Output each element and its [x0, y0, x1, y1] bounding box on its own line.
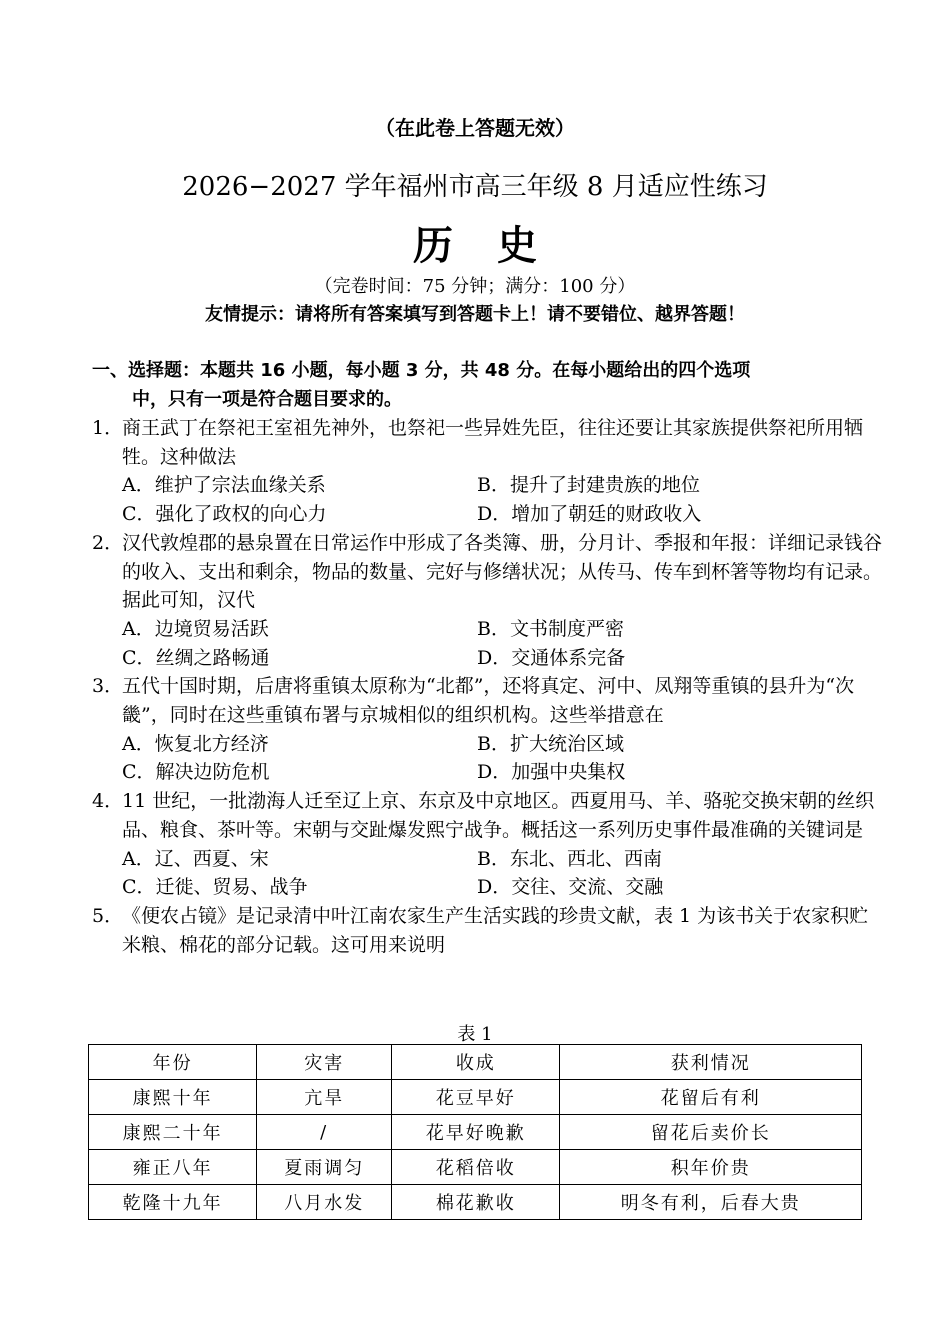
options [122, 615, 882, 672]
question-number: 1． [92, 417, 124, 439]
option-a: A．恢复北方经济 [122, 732, 269, 755]
option-b: B．东北、西北、西南 [477, 847, 662, 870]
option-a: A．维护了宗法血缘关系 [122, 474, 326, 497]
answer-tip: 友情提示：请将所有答案填写到答题卡上！请不要错位、越界答题！ [205, 304, 745, 325]
table-cell: 亢旱 [257, 1080, 392, 1115]
option-b: B．扩大统治区域 [477, 732, 624, 755]
data-table [88, 1044, 862, 1220]
table-cell: 积年价贵 [560, 1150, 862, 1185]
table-cell: 康熙十年 [89, 1080, 257, 1115]
table-cell: 乾隆十九年 [89, 1185, 257, 1220]
question-2 [92, 529, 882, 673]
question-number: 2． [92, 531, 124, 554]
option-c: C．丝绸之路畅通 [122, 646, 270, 669]
option-c: C．迁徙、贸易、战争 [122, 876, 308, 899]
question-1 [92, 414, 882, 529]
question-3 [92, 672, 882, 787]
table-cell: 雍正八年 [89, 1150, 257, 1185]
option-d: D．交通体系完备 [477, 646, 626, 669]
question-stem: 五代十国时期，后唐将重镇太原称为“北都”，还将真定、河中、凤翔等重镇的县升为“次畿”，同时在这些重镇布署与京城相似的组织机构。这些举措意在 [122, 675, 855, 727]
section-heading [92, 356, 872, 414]
subject-title: 历史 [413, 223, 581, 269]
question-5 [92, 902, 882, 959]
table-cell: 棉花歉收 [392, 1185, 560, 1220]
column-header: 灾害 [257, 1045, 392, 1080]
column-header: 年份 [89, 1045, 257, 1080]
option-c: C．强化了政权的向心力 [122, 503, 327, 526]
table-cell: 康熙二十年 [89, 1115, 257, 1150]
option-b: B．提升了封建贵族的地位 [477, 474, 700, 497]
column-header: 收成 [392, 1045, 560, 1080]
question-stem: 《便农占镜》是记录清中叶江南农家生产生活实践的珍贵文献，表 1 为该书关于农家积贮米粮、棉花的部分记载。这可用来说明 [122, 904, 869, 956]
question-stem: 商王武丁在祭祀王室祖先神外，也祭祀一些异姓先臣，往往还要让其家族提供祭祀所用牺牲。这种做法 [122, 417, 864, 468]
question-stem: 11 世纪，一批渤海人迁至辽上京、东京及中京地区。西夏用马、羊、骆驼交换宋朝的丝织品、粮食、茶叶等。宋朝与交趾爆发熙宁战争。概括这一系列历史事件最准确的关键词是 [122, 790, 875, 841]
option-d: D．增加了朝廷的财政收入 [477, 503, 702, 526]
table-cell: 八月水发 [257, 1185, 392, 1220]
table-cell: 花留后有利 [560, 1080, 862, 1115]
option-d: D．交往、交流、交融 [477, 876, 664, 899]
section-heading-line2: 中，只有一项是符合题目要求的。 [132, 389, 402, 410]
question-number: 3． [92, 675, 124, 698]
option-d: D．加强中央集权 [477, 761, 626, 784]
option-b: B．文书制度严密 [477, 617, 624, 640]
question-number: 4． [92, 790, 124, 813]
option-a: A．边境贸易活跃 [122, 617, 269, 640]
table-cell: 花豆早好 [392, 1080, 560, 1115]
exam-notice: （在此卷上答题无效） [375, 116, 575, 140]
column-header: 获利情况 [560, 1045, 862, 1080]
options [122, 845, 882, 902]
table-cell: 明冬有利，后春大贵 [560, 1185, 862, 1220]
question-4 [92, 787, 882, 902]
question-stem: 汉代敦煌郡的悬泉置在日常运作中形成了各类簿、册，分月计、季报和年报：详细记录钱谷的收入、支出和剩余，物品的数量、完好与修缮状况；从传马、传车到杯箸等物均有记录。据此可知，汉代 [122, 531, 883, 612]
table-cell: 夏雨调匀 [257, 1150, 392, 1185]
section-heading-line1: 一、选择题：本题共 16 小题，每小题 3 分，共 48 分。在每小题给出的四个选项 [92, 360, 751, 381]
table-caption: 表 1 [457, 1024, 493, 1045]
table-row [89, 1115, 862, 1150]
table-cell: 留花后卖价长 [560, 1115, 862, 1150]
option-c: C．解决边防危机 [122, 761, 270, 784]
exam-title: 2026−2027 学年福州市高三年级 8 月适应性练习 [182, 172, 768, 202]
table-cell: / [257, 1115, 392, 1150]
table-row [89, 1185, 862, 1220]
table-header-row [89, 1045, 862, 1080]
table-cell: 花稻倍收 [392, 1150, 560, 1185]
options [122, 730, 882, 787]
options [122, 471, 882, 528]
time-info: （完卷时间：75 分钟；满分：100 分） [314, 276, 636, 297]
table-row [89, 1080, 862, 1115]
question-number: 5． [92, 904, 124, 927]
table-cell: 花早好晚歉 [392, 1115, 560, 1150]
question-list [92, 414, 882, 959]
option-a: A．辽、西夏、宋 [122, 847, 269, 870]
table-row [89, 1150, 862, 1185]
